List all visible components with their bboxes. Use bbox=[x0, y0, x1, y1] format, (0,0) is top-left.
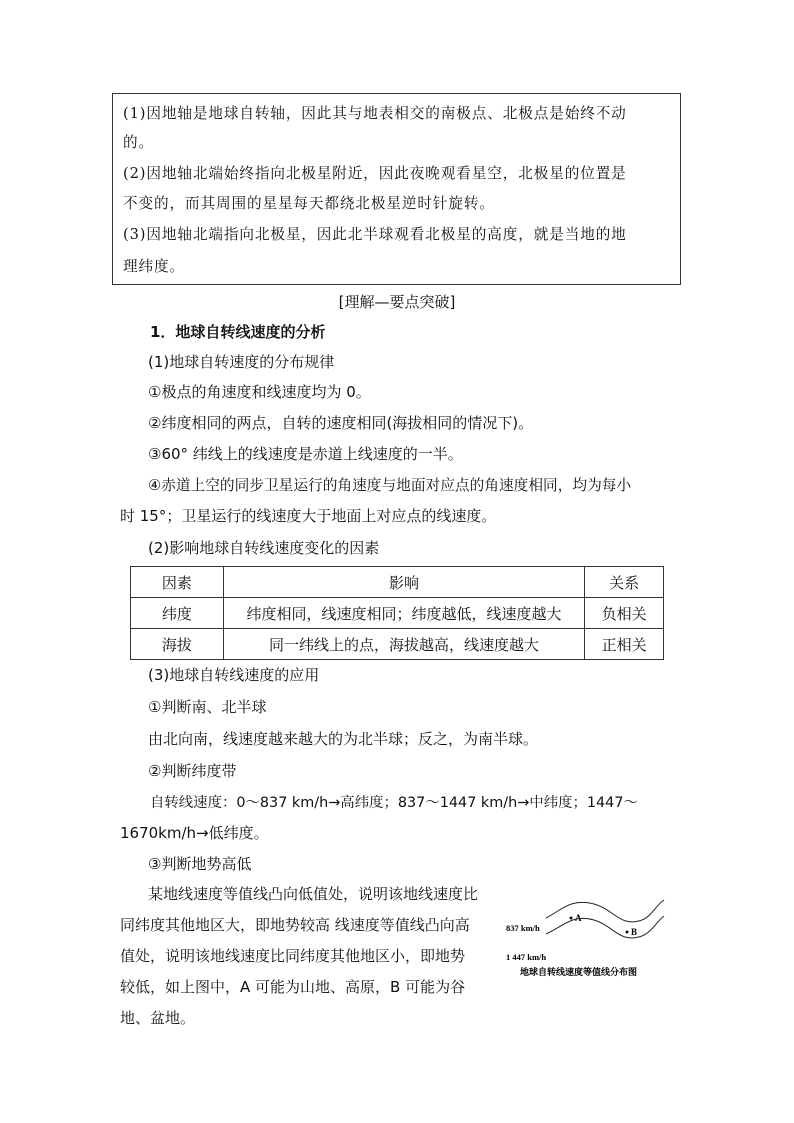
note-line-4: 不变的，而其周围的星星每天都绕北极星逆时针旋转。 bbox=[123, 195, 495, 212]
subsection-3-title: (3)地球自转线速度的应用 bbox=[148, 666, 320, 684]
point-a-marker bbox=[570, 917, 573, 920]
application-2-text-a: 自转线速度：0～837 km/h→高纬度；837～1447 km/h→中纬度；1447～ bbox=[150, 795, 638, 811]
note-box bbox=[112, 93, 681, 285]
application-2-text-b: 1670km/h→低纬度。 bbox=[120, 824, 269, 842]
application-1-text: 由北向南，线速度越来越大的为北半球；反之，为南半球。 bbox=[148, 730, 539, 748]
paragraph-4a: ④赤道上空的同步卫星运行的角速度与地面对应点的角速度相同，均为每小 bbox=[148, 477, 632, 494]
point-b-label: B bbox=[631, 927, 638, 937]
isoline-figure bbox=[502, 890, 672, 980]
table-header-row bbox=[131, 567, 664, 598]
table-cell: 负相关 bbox=[585, 598, 664, 629]
isoline-837 bbox=[546, 900, 664, 922]
section-heading: [理解—要点突破] bbox=[338, 293, 456, 311]
table-cell: 纬度 bbox=[131, 598, 224, 629]
application-3-line-1: 某地线速度等值线凸向低值处，说明该地线速度比 bbox=[148, 885, 479, 903]
note-line-5: (3)因地轴北端指向北极星，因此北半球观看北极星的高度，就是当地的地 bbox=[123, 226, 627, 243]
subsection-2-title: (2)影响地球自转线速度变化的因素 bbox=[148, 539, 380, 557]
isoline-diagram bbox=[502, 890, 672, 980]
subsection-1-title: (1)地球自转速度的分布规律 bbox=[148, 353, 335, 371]
application-3-line-4: 较低，如上图中，A 可能为山地、高原，B 可能为谷 bbox=[120, 978, 466, 996]
application-3-line-5: 地、盆地。 bbox=[120, 1009, 196, 1027]
isoline-label-bottom: 1 447 km/h bbox=[506, 952, 547, 962]
paragraph-4b: 时 15°；卫星运行的线速度大于地面上对应点的线速度。 bbox=[120, 507, 497, 525]
note-line-2: 的。 bbox=[123, 134, 154, 151]
point-b-marker bbox=[626, 931, 629, 934]
application-2-title: ②判断纬度带 bbox=[148, 762, 237, 780]
section-1-title: 1．地球自转线速度的分析 bbox=[150, 323, 326, 341]
paragraph-3: ③60° 纬线上的线速度是赤道上线速度的一半。 bbox=[148, 445, 463, 463]
isoline-label-top: 837 km/h bbox=[506, 923, 540, 933]
point-a-label: A bbox=[575, 913, 582, 923]
table-row bbox=[131, 598, 664, 629]
application-3-title: ③判断地势高低 bbox=[148, 855, 252, 873]
isoline-1447 bbox=[546, 916, 664, 938]
note-line-6: 理纬度。 bbox=[123, 258, 185, 275]
table-cell: 海拔 bbox=[131, 629, 224, 660]
application-3-line-3: 值处，说明该地线速度比同纬度其他地区小，即地势 bbox=[120, 947, 466, 965]
table-header-cell: 影响 bbox=[223, 567, 585, 598]
note-line-3: (2)因地轴北端始终指向北极星附近，因此夜晚观看星空，北极星的位置是 bbox=[123, 165, 627, 182]
paragraph-2: ②纬度相同的两点，自转的速度相同(海拔相同的情况下)。 bbox=[148, 414, 534, 432]
figure-caption: 地球自转线速度等值线分布图 bbox=[520, 968, 638, 978]
table-header-cell: 关系 bbox=[585, 567, 664, 598]
table-cell: 纬度相同，线速度相同；纬度越低，线速度越大 bbox=[223, 598, 585, 629]
factors-table bbox=[130, 566, 664, 660]
table-row bbox=[131, 629, 664, 660]
note-line-1: (1)因地轴是地球自转轴，因此其与地表相交的南极点、北极点是始终不动 bbox=[123, 105, 627, 122]
application-3-line-2: 同纬度其他地区大，即地势较高 线速度等值线凸向高 bbox=[120, 916, 470, 934]
table-cell: 正相关 bbox=[585, 629, 664, 660]
application-1-title: ①判断南、北半球 bbox=[148, 698, 267, 716]
paragraph-1: ①极点的角速度和线速度均为 0。 bbox=[148, 383, 371, 401]
table-header-cell: 因素 bbox=[131, 567, 224, 598]
table-cell: 同一纬线上的点，海拔越高，线速度越大 bbox=[223, 629, 585, 660]
